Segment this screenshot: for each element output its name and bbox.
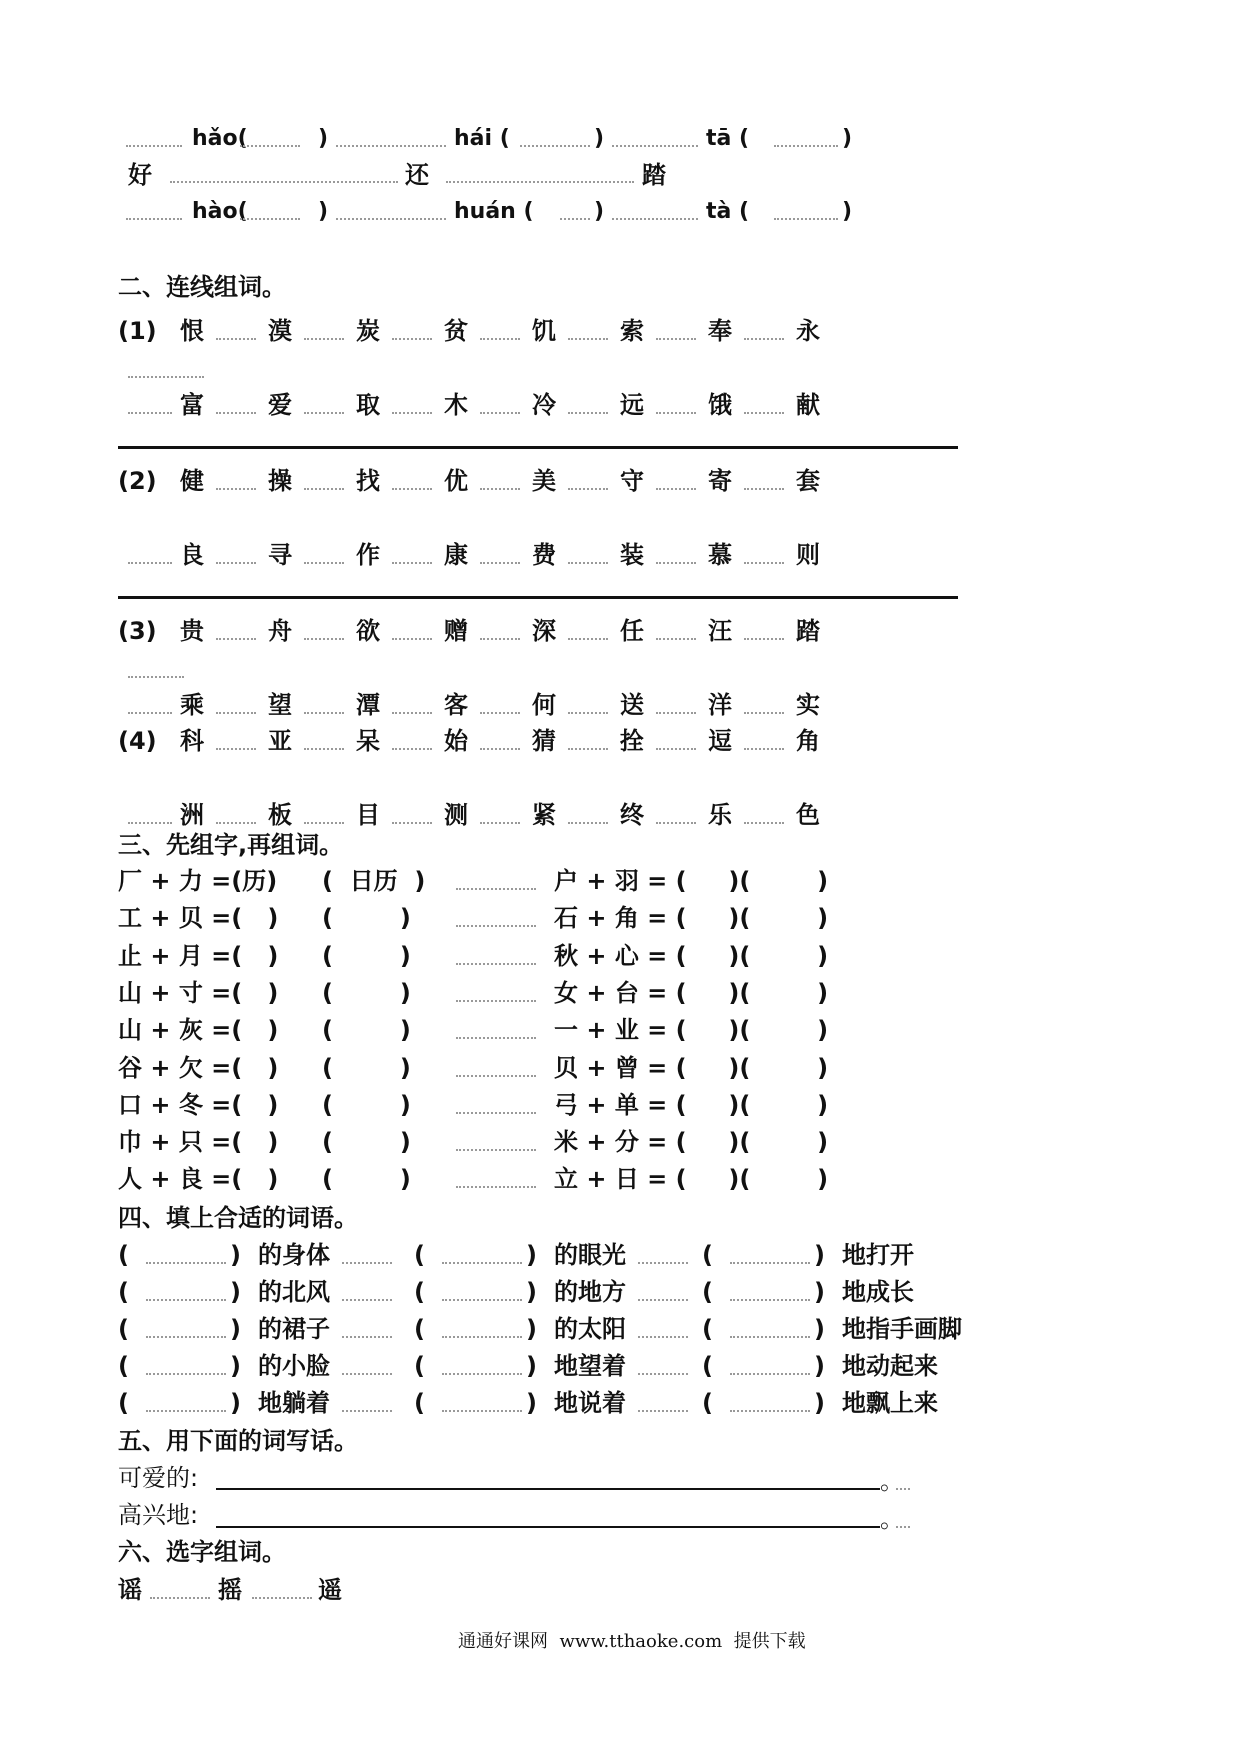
blank-open: ( [118,1352,129,1380]
fill-phrase[interactable]: 的小脸 [258,1352,330,1380]
match-char[interactable]: 优 [444,467,468,495]
match-char[interactable]: 测 [444,801,468,829]
match-char[interactable]: 慕 [708,541,732,569]
blank-close: ) [230,1352,241,1380]
divider [118,596,958,599]
blank-close: ) [230,1389,241,1417]
blank-close: ) [814,1352,825,1380]
blank-open: ( [702,1278,713,1306]
fill-phrase[interactable]: 地动起来 [842,1352,938,1380]
blank-close: ) [526,1352,537,1380]
fill-phrase[interactable]: 地飘上来 [842,1389,938,1417]
compose-word-left[interactable]: ( ) [322,979,411,1007]
blank-close: ) [230,1278,241,1306]
section3-title: 三、先组字,再组词。 [118,831,344,859]
blank-close: ) [526,1389,537,1417]
compose-word-left[interactable]: ( ) [322,1054,411,1082]
match-char[interactable]: 终 [620,801,644,829]
fill-phrase[interactable]: 的太阳 [554,1315,626,1343]
blank-open: ( [118,1278,129,1306]
match-char[interactable]: 远 [620,391,644,419]
match-char[interactable]: 寻 [268,541,292,569]
fill-phrase[interactable]: 的裙子 [258,1315,330,1343]
match-char[interactable]: 爱 [268,391,292,419]
match-char[interactable]: 康 [444,541,468,569]
match-char[interactable]: 呆 [356,727,380,755]
match-char[interactable]: 赠 [444,617,468,645]
match-char[interactable]: 始 [444,727,468,755]
match-char[interactable]: 角 [796,727,820,755]
blank-open: ( [118,1389,129,1417]
match-char[interactable]: 色 [796,801,820,829]
match-char[interactable]: 汪 [708,617,732,645]
match-char[interactable]: 良 [180,541,204,569]
compose-equation-right[interactable]: 秋 + 心 = ( )( ) [554,942,829,970]
match-char[interactable]: 美 [532,467,556,495]
match-char[interactable]: 亚 [268,727,292,755]
match-char[interactable]: 费 [532,541,556,569]
match-char[interactable]: 任 [620,617,644,645]
match-char[interactable]: 恨 [180,317,204,345]
match-char[interactable]: 踏 [796,617,820,645]
pinyin-hao3: hǎo( [192,126,248,151]
match-char[interactable]: 乐 [708,801,732,829]
match-char[interactable]: 舟 [268,617,292,645]
compose-equation-left: 谷 + 欠 =( ) [118,1054,279,1082]
compose-equation-right[interactable]: 户 + 羽 = ( )( ) [554,867,829,895]
write-line-keai[interactable] [216,1488,880,1490]
fill-phrase[interactable]: 地望着 [554,1352,626,1380]
match-char[interactable]: 洋 [708,691,732,719]
fill-phrase[interactable]: 的北风 [258,1278,330,1306]
match-char[interactable]: 冷 [532,391,556,419]
match-char[interactable]: 寄 [708,467,732,495]
match-char[interactable]: 欲 [356,617,380,645]
compose-word-left[interactable]: ( ) [322,1128,411,1156]
compose-equation-right[interactable]: 贝 + 曾 = ( )( ) [554,1054,829,1082]
match-char[interactable]: 找 [356,467,380,495]
char-ta: 踏 [642,161,666,189]
pinyin-ta4: tà ( [706,199,750,224]
char-huan: 还 [405,161,429,189]
pinyin-hai2: hái ( [454,126,510,151]
match-char[interactable]: 送 [620,691,644,719]
fill-phrase[interactable]: 地打开 [842,1241,914,1269]
compose-equation-left: 山 + 灰 =( ) [118,1016,279,1044]
char-yao-shake: 摇 [218,1576,242,1604]
blank-open: ( [702,1241,713,1269]
match-char[interactable]: 饿 [708,391,732,419]
fill-phrase[interactable]: 地躺着 [258,1389,330,1417]
char-yao-ballad: 谣 [118,1576,142,1604]
compose-equation-left: 厂 + 力 =(历) [118,867,278,895]
match-char[interactable]: 作 [356,541,380,569]
divider [118,446,958,449]
match-char[interactable]: 木 [444,391,468,419]
match-char[interactable]: 操 [268,467,292,495]
group-label: (4) [118,727,157,755]
compose-word-left[interactable]: ( ) [322,1016,411,1044]
match-char[interactable]: 炭 [356,317,380,345]
match-char[interactable]: 永 [796,317,820,345]
compose-equation-right[interactable]: 立 + 日 = ( )( ) [554,1165,829,1193]
section4-title: 四、填上合适的词语。 [118,1204,358,1232]
blank-open: ( [702,1352,713,1380]
group-label: (1) [118,317,157,345]
match-char[interactable]: 奉 [708,317,732,345]
match-char[interactable]: 客 [444,691,468,719]
match-char[interactable]: 守 [620,467,644,495]
match-char[interactable]: 逗 [708,727,732,755]
blank-open: ( [414,1278,425,1306]
match-char[interactable]: 潭 [356,691,380,719]
prompt-keai: 可爱的: [118,1464,199,1492]
match-char[interactable]: 索 [620,317,644,345]
match-char[interactable]: 深 [532,617,556,645]
match-char[interactable]: 何 [532,691,556,719]
char-yao-distant: 遥 [318,1576,342,1604]
match-char[interactable]: 紧 [532,801,556,829]
blank-close: ) [814,1315,825,1343]
blank-open: ( [702,1315,713,1343]
blank-open: ( [702,1389,713,1417]
match-char[interactable]: 贫 [444,317,468,345]
section2-title: 二、连线组词。 [118,273,286,301]
match-char[interactable]: 板 [268,801,292,829]
blank-close: ) [526,1315,537,1343]
blank-close: ) [814,1241,825,1269]
compose-word-left[interactable]: ( ) [322,904,411,932]
compose-equation-right[interactable]: 女 + 台 = ( )( ) [554,979,829,1007]
prompt-gaoxing: 高兴地: [118,1501,199,1529]
match-char[interactable]: 洲 [180,801,204,829]
fill-phrase[interactable]: 的地方 [554,1278,626,1306]
compose-equation-right[interactable]: 一 + 业 = ( )( ) [554,1016,829,1044]
blank-open: ( [414,1352,425,1380]
fill-phrase[interactable]: 地说着 [554,1389,626,1417]
match-char[interactable]: 取 [356,391,380,419]
blank-close: ) [526,1241,537,1269]
section5-title: 五、用下面的词写话。 [118,1427,358,1455]
fill-phrase[interactable]: 的身体 [258,1241,330,1269]
match-char[interactable]: 套 [796,467,820,495]
match-char[interactable]: 献 [796,391,820,419]
match-char[interactable]: 健 [180,467,204,495]
match-char[interactable]: 则 [796,541,820,569]
blank-close: ) [814,1389,825,1417]
pinyin-ta1: tā ( [706,126,750,151]
match-char[interactable]: 目 [356,801,380,829]
compose-equation-right[interactable]: 弓 + 单 = ( )( ) [554,1091,829,1119]
match-char[interactable]: 实 [796,691,820,719]
blank-open: ( [414,1315,425,1343]
write-line-gaoxing[interactable] [216,1526,880,1528]
blank-open: ( [118,1241,129,1269]
pinyin-huan2: huán ( [454,199,534,224]
blank-close: ) [230,1315,241,1343]
match-char[interactable]: 贵 [180,617,204,645]
match-char[interactable]: 望 [268,691,292,719]
compose-word-left[interactable]: ( ) [322,942,411,970]
compose-equation-right[interactable]: 米 + 分 = ( )( ) [554,1128,829,1156]
blank-open: ( [414,1241,425,1269]
blank-open: ( [414,1389,425,1417]
compose-equation-left: 山 + 寸 =( ) [118,979,279,1007]
match-char[interactable]: 饥 [532,317,556,345]
compose-word-left[interactable]: ( ) [322,1091,411,1119]
group-label: (2) [118,467,157,495]
group-label: (3) [118,617,157,645]
match-char[interactable]: 猜 [532,727,556,755]
match-char[interactable]: 富 [180,391,204,419]
match-char[interactable]: 科 [180,727,204,755]
pinyin-hao4: hào( [192,199,248,224]
blank-close: ) [814,1278,825,1306]
compose-equation-left: 止 + 月 =( ) [118,942,279,970]
compose-word-left[interactable]: ( ) [322,1165,411,1193]
char-hao: 好 [128,161,152,189]
blank-close: ) [526,1278,537,1306]
fill-phrase[interactable]: 的眼光 [554,1241,626,1269]
blank-open: ( [118,1315,129,1343]
compose-equation-left: 口 + 冬 =( ) [118,1091,279,1119]
section6-title: 六、选字组词。 [118,1538,286,1566]
compose-equation-left: 工 + 贝 =( ) [118,904,279,932]
blank-close: ) [230,1241,241,1269]
compose-word-left[interactable]: ( 日历 ) [322,867,426,895]
match-char[interactable]: 漠 [268,317,292,345]
match-char[interactable]: 装 [620,541,644,569]
compose-equation-left: 巾 + 只 =( ) [118,1128,279,1156]
fill-phrase[interactable]: 地指手画脚 [842,1315,962,1343]
fill-phrase[interactable]: 地成长 [842,1278,914,1306]
match-char[interactable]: 乘 [180,691,204,719]
compose-equation-left: 人 + 良 =( ) [118,1165,279,1193]
footer-text: 通通好课网 www.tthaoke.com 提供下载 [458,1631,806,1652]
compose-equation-right[interactable]: 石 + 角 = ( )( ) [554,904,829,932]
match-char[interactable]: 拴 [620,727,644,755]
